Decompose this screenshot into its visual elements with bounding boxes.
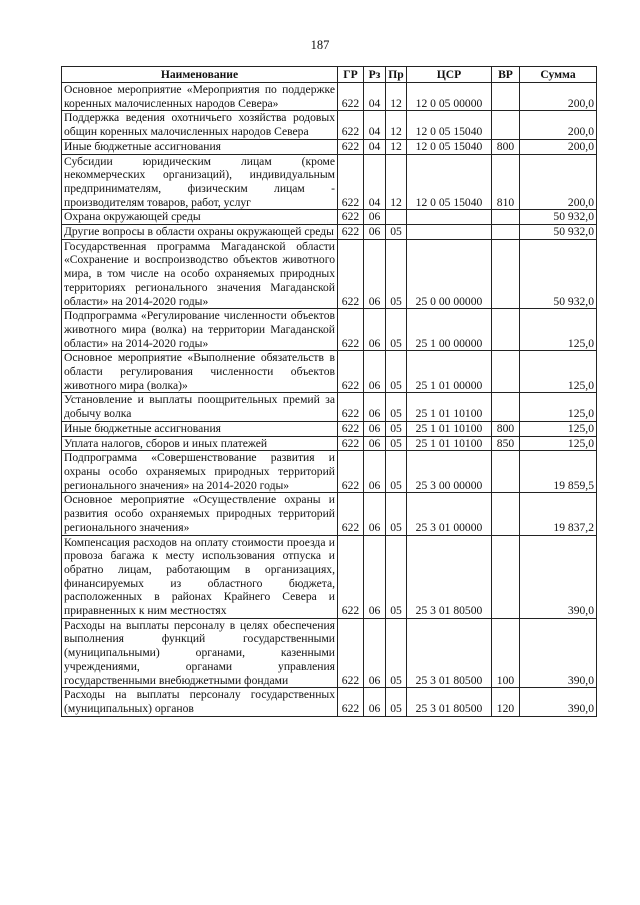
cell-gr: 622 xyxy=(338,154,364,210)
cell-pr: 12 xyxy=(386,111,407,139)
cell-vr xyxy=(492,535,520,618)
column-header-csr: ЦСР xyxy=(407,67,492,83)
cell-rz: 04 xyxy=(364,154,386,210)
cell-vr: 100 xyxy=(492,618,520,688)
cell-gr: 622 xyxy=(338,688,364,716)
cell-vr: 810 xyxy=(492,154,520,210)
cell-vr xyxy=(492,210,520,225)
cell-gr: 622 xyxy=(338,225,364,240)
table-row xyxy=(62,210,597,225)
cell-csr: 25 1 01 00000 xyxy=(407,351,492,393)
cell-gr: 622 xyxy=(338,618,364,688)
cell-vr: 120 xyxy=(492,688,520,716)
cell-rz: 04 xyxy=(364,111,386,139)
cell-sum: 50 932,0 xyxy=(520,210,597,225)
cell-rz: 06 xyxy=(364,393,386,421)
cell-name: Основное мероприятие «Мероприятия по поддержке коренных малочисленных народов Севера» xyxy=(62,83,338,111)
table-body xyxy=(62,83,597,717)
cell-gr: 622 xyxy=(338,139,364,154)
cell-csr: 25 0 00 00000 xyxy=(407,239,492,309)
cell-sum: 200,0 xyxy=(520,83,597,111)
cell-sum: 125,0 xyxy=(520,351,597,393)
cell-csr: 25 1 01 10100 xyxy=(407,421,492,436)
cell-name: Иные бюджетные ассигнования xyxy=(62,139,338,154)
cell-gr: 622 xyxy=(338,393,364,421)
cell-rz: 06 xyxy=(364,688,386,716)
cell-pr: 12 xyxy=(386,83,407,111)
cell-vr: 800 xyxy=(492,139,520,154)
cell-gr: 622 xyxy=(338,309,364,351)
cell-rz: 06 xyxy=(364,618,386,688)
cell-sum: 50 932,0 xyxy=(520,225,597,240)
table-row xyxy=(62,688,597,716)
cell-sum: 125,0 xyxy=(520,393,597,421)
cell-rz: 06 xyxy=(364,535,386,618)
cell-name: Основное мероприятие «Осуществление охраны и развития особо охраняемых природных территорий регионального значения» xyxy=(62,493,338,535)
cell-rz: 06 xyxy=(364,436,386,451)
table-row xyxy=(62,309,597,351)
table-row xyxy=(62,111,597,139)
table-row xyxy=(62,225,597,240)
cell-csr: 25 3 01 80500 xyxy=(407,535,492,618)
cell-rz: 06 xyxy=(364,493,386,535)
table-row xyxy=(62,154,597,210)
cell-vr xyxy=(492,111,520,139)
budget-table xyxy=(61,66,597,717)
cell-csr: 12 0 05 15040 xyxy=(407,154,492,210)
cell-sum: 19 859,5 xyxy=(520,451,597,493)
cell-sum: 125,0 xyxy=(520,421,597,436)
table-row xyxy=(62,351,597,393)
table-row xyxy=(62,618,597,688)
table-row xyxy=(62,139,597,154)
cell-csr: 25 3 01 00000 xyxy=(407,493,492,535)
column-header-rz: Рз xyxy=(364,67,386,83)
cell-name: Охрана окружающей среды xyxy=(62,210,338,225)
cell-pr xyxy=(386,210,407,225)
cell-rz: 06 xyxy=(364,309,386,351)
cell-vr xyxy=(492,393,520,421)
cell-csr: 25 1 01 10100 xyxy=(407,436,492,451)
cell-gr: 622 xyxy=(338,83,364,111)
cell-gr: 622 xyxy=(338,210,364,225)
cell-vr: 850 xyxy=(492,436,520,451)
cell-name: Компенсация расходов на оплату стоимости проезда и провоза багажа к месту использования отпуска и обратно лицам, работающим в организациях, финансируемых из областного бюджета, расположенных в районах Крайнего Севера и приравненных к ним местностях xyxy=(62,535,338,618)
cell-name: Другие вопросы в области охраны окружающей среды xyxy=(62,225,338,240)
table-row xyxy=(62,393,597,421)
cell-pr: 05 xyxy=(386,225,407,240)
cell-gr: 622 xyxy=(338,535,364,618)
cell-name: Установление и выплаты поощрительных премий за добычу волка xyxy=(62,393,338,421)
cell-rz: 06 xyxy=(364,421,386,436)
cell-rz: 04 xyxy=(364,83,386,111)
cell-vr xyxy=(492,493,520,535)
table-row xyxy=(62,421,597,436)
cell-vr xyxy=(492,225,520,240)
cell-csr: 12 0 05 15040 xyxy=(407,139,492,154)
cell-gr: 622 xyxy=(338,239,364,309)
cell-gr: 622 xyxy=(338,111,364,139)
cell-sum: 390,0 xyxy=(520,535,597,618)
cell-name: Иные бюджетные ассигнования xyxy=(62,421,338,436)
cell-csr xyxy=(407,225,492,240)
column-header-pr: Пр xyxy=(386,67,407,83)
cell-pr: 05 xyxy=(386,309,407,351)
cell-sum: 50 932,0 xyxy=(520,239,597,309)
cell-gr: 622 xyxy=(338,436,364,451)
cell-vr xyxy=(492,239,520,309)
cell-csr: 25 1 00 00000 xyxy=(407,309,492,351)
cell-sum: 125,0 xyxy=(520,309,597,351)
cell-name: Основное мероприятие «Выполнение обязательств в области регулирования численности объектов животного мира (волка)» xyxy=(62,351,338,393)
cell-pr: 05 xyxy=(386,351,407,393)
cell-pr: 05 xyxy=(386,493,407,535)
cell-sum: 200,0 xyxy=(520,154,597,210)
cell-name: Уплата налогов, сборов и иных платежей xyxy=(62,436,338,451)
table-row xyxy=(62,451,597,493)
cell-vr xyxy=(492,351,520,393)
cell-csr: 25 3 01 80500 xyxy=(407,618,492,688)
cell-gr: 622 xyxy=(338,421,364,436)
cell-vr xyxy=(492,83,520,111)
cell-rz: 06 xyxy=(364,451,386,493)
cell-sum: 390,0 xyxy=(520,688,597,716)
cell-rz: 06 xyxy=(364,225,386,240)
cell-pr: 05 xyxy=(386,393,407,421)
table-row xyxy=(62,493,597,535)
cell-csr: 25 3 00 00000 xyxy=(407,451,492,493)
cell-csr: 25 3 01 80500 xyxy=(407,688,492,716)
cell-rz: 06 xyxy=(364,210,386,225)
column-header-sum: Сумма xyxy=(520,67,597,83)
cell-sum: 125,0 xyxy=(520,436,597,451)
cell-pr: 05 xyxy=(386,451,407,493)
cell-csr xyxy=(407,210,492,225)
cell-rz: 06 xyxy=(364,239,386,309)
cell-name: Подпрограмма «Совершенствование развития и охраны особо охраняемых природных территорий регионального значения» на 2014-2020 годы» xyxy=(62,451,338,493)
cell-name: Подпрограмма «Регулирование численности объектов животного мира (волка) на территории Магаданской области» на 2014-2020 годы» xyxy=(62,309,338,351)
cell-name: Поддержка ведения охотничьего хозяйства родовых общин коренных малочисленных народов Севера xyxy=(62,111,338,139)
cell-name: Государственная программа Магаданской области «Сохранение и воспроизводство объектов животного мира, в том числе на особо охраняемых природных территориях регионального значения Магаданской области» на 2014-2020 годы» xyxy=(62,239,338,309)
cell-name: Расходы на выплаты персоналу в целях обеспечения выполнения функций государственными (муниципальными) органами, казенными учреждениями, органами управления государственными внебюджетными фондами xyxy=(62,618,338,688)
cell-csr: 12 0 05 00000 xyxy=(407,83,492,111)
table-row xyxy=(62,535,597,618)
cell-csr: 25 1 01 10100 xyxy=(407,393,492,421)
cell-sum: 200,0 xyxy=(520,111,597,139)
cell-pr: 05 xyxy=(386,618,407,688)
cell-sum: 19 837,2 xyxy=(520,493,597,535)
column-header-gr: ГР xyxy=(338,67,364,83)
table-row xyxy=(62,436,597,451)
page-number: 187 xyxy=(310,38,330,52)
cell-rz: 04 xyxy=(364,139,386,154)
cell-csr: 12 0 05 15040 xyxy=(407,111,492,139)
cell-pr: 05 xyxy=(386,421,407,436)
header-row xyxy=(62,67,597,83)
cell-pr: 12 xyxy=(386,139,407,154)
table-header xyxy=(62,67,597,83)
table-row xyxy=(62,83,597,111)
table-row xyxy=(62,239,597,309)
column-header-name: Наименование xyxy=(62,67,338,83)
cell-pr: 05 xyxy=(386,239,407,309)
cell-pr: 12 xyxy=(386,154,407,210)
cell-gr: 622 xyxy=(338,451,364,493)
cell-gr: 622 xyxy=(338,351,364,393)
cell-gr: 622 xyxy=(338,493,364,535)
cell-pr: 05 xyxy=(386,436,407,451)
cell-name: Расходы на выплаты персоналу государственных (муниципальных) органов xyxy=(62,688,338,716)
cell-rz: 06 xyxy=(364,351,386,393)
cell-pr: 05 xyxy=(386,535,407,618)
cell-pr: 05 xyxy=(386,688,407,716)
column-header-vr: ВР xyxy=(492,67,520,83)
cell-name: Субсидии юридическим лицам (кроме некоммерческих организаций), индивидуальным предпринимателям, физическим лицам - производителям товаров, работ, услуг xyxy=(62,154,338,210)
cell-sum: 200,0 xyxy=(520,139,597,154)
cell-vr xyxy=(492,451,520,493)
cell-vr: 800 xyxy=(492,421,520,436)
cell-sum: 390,0 xyxy=(520,618,597,688)
cell-vr xyxy=(492,309,520,351)
